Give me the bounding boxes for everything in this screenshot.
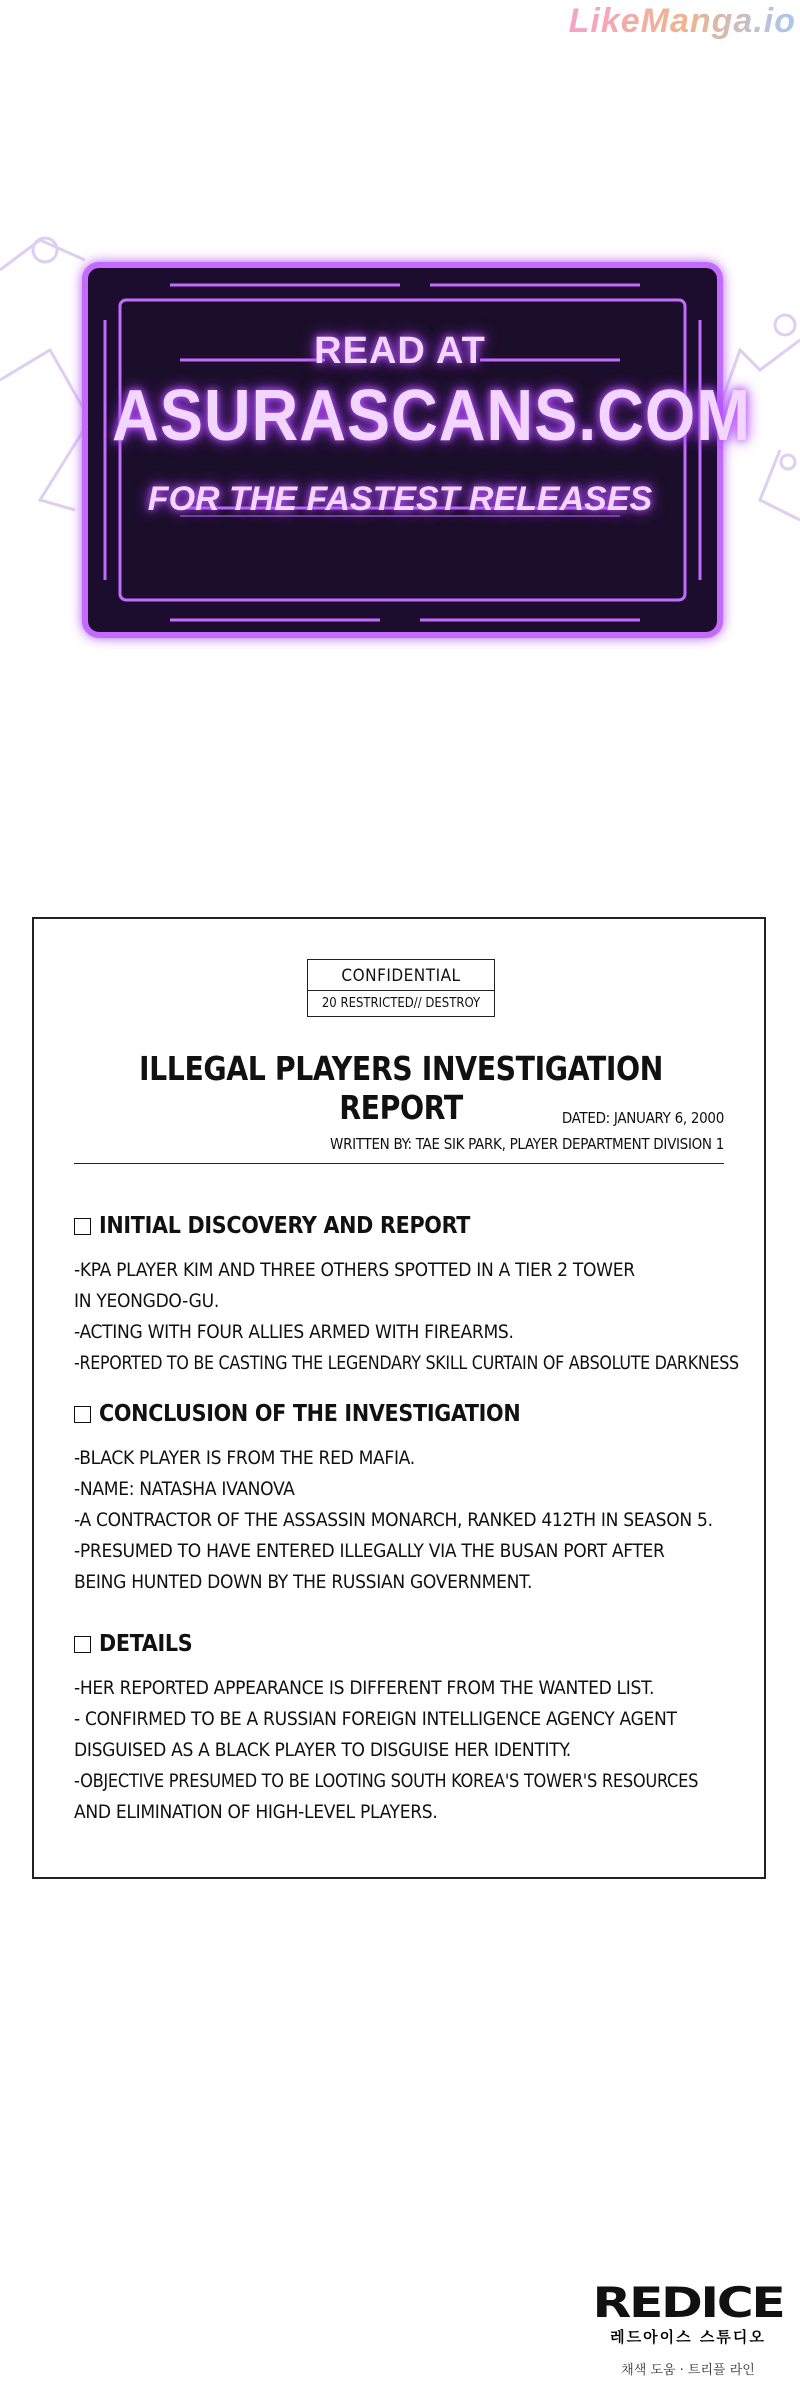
body-line: - CONFIRMED TO BE A RUSSIAN FOREIGN INTELLIGENCE AGENCY AGENT xyxy=(74,1708,677,1730)
banner-tagline: FOR THE FASTEST RELEASES xyxy=(147,480,653,519)
coloring-credit: 채색 도움 · 트리플 라인 xyxy=(621,2363,755,2378)
section-body xyxy=(74,1673,731,1828)
studio-name-korean: 레드아이스 스튜디오 xyxy=(610,2328,766,2346)
investigation-report xyxy=(32,917,766,1879)
report-title: ILLEGAL PLAYERS INVESTIGATION REPORT xyxy=(139,1049,663,1127)
banner-read-at: READ AT xyxy=(314,330,486,372)
body-line: BEING HUNTED DOWN BY THE RUSSIAN GOVERNMENT. xyxy=(74,1571,533,1593)
body-line: -OBJECTIVE PRESUMED TO BE LOOTING SOUTH KOREA'S TOWER'S RESOURCES xyxy=(74,1770,699,1792)
stamp-restricted: 20 RESTRICTED// DESTROY xyxy=(321,996,481,1011)
body-line: AND ELIMINATION OF HIGH-LEVEL PLAYERS. xyxy=(74,1801,438,1823)
promo-banner xyxy=(0,200,800,680)
body-line: -HER REPORTED APPEARANCE IS DIFFERENT FROM THE WANTED LIST. xyxy=(74,1677,655,1699)
body-line: -BLACK PLAYER IS FROM THE RED MAFIA. xyxy=(74,1447,415,1469)
section-heading-label: CONCLUSION OF THE INVESTIGATION xyxy=(99,1401,521,1427)
section-body xyxy=(74,1443,713,1598)
redice-wordmark: REDICE xyxy=(592,2278,784,2327)
body-line: -REPORTED TO BE CASTING THE LEGENDARY SKILL CURTAIN OF ABSOLUTE DARKNESS xyxy=(74,1352,739,1374)
section-body xyxy=(74,1255,789,1379)
checkbox-icon xyxy=(74,1218,91,1235)
body-line: -ACTING WITH FOUR ALLIES ARMED WITH FIREARMS. xyxy=(74,1321,514,1343)
section-heading-label: DETAILS xyxy=(99,1631,193,1657)
body-line: -NAME: NATASHA IVANOVA xyxy=(74,1478,295,1500)
report-author: WRITTEN BY: TAE SIK PARK, PLAYER DEPARTMENT DIVISION 1 xyxy=(330,1135,724,1153)
body-line: -KPA PLAYER KIM AND THREE OTHERS SPOTTED IN A TIER 2 TOWER xyxy=(74,1259,635,1281)
body-line: IN YEONGDO-GU. xyxy=(74,1290,219,1312)
studio-logo xyxy=(592,2278,784,2378)
banner-site-name: ASURASCANS.COM xyxy=(112,376,752,456)
checkbox-icon xyxy=(74,1406,91,1423)
report-date: DATED: JANUARY 6, 2000 xyxy=(561,1109,724,1127)
header-divider xyxy=(74,1163,724,1164)
body-line: DISGUISED AS A BLACK PLAYER TO DISGUISE HER IDENTITY. xyxy=(74,1739,571,1761)
watermark-logo: LikeManga.io xyxy=(568,2,796,40)
section-heading xyxy=(74,1401,520,1427)
confidential-stamp xyxy=(307,959,495,1017)
body-line: -PRESUMED TO HAVE ENTERED ILLEGALLY VIA THE BUSAN PORT AFTER xyxy=(74,1540,665,1562)
stamp-confidential: CONFIDENTIAL xyxy=(308,960,494,991)
section-heading xyxy=(74,1631,192,1657)
checkbox-icon xyxy=(74,1636,91,1653)
body-line: -A CONTRACTOR OF THE ASSASSIN MONARCH, RANKED 412TH IN SEASON 5. xyxy=(74,1509,713,1531)
section-heading-label: INITIAL DISCOVERY AND REPORT xyxy=(99,1213,471,1239)
section-heading xyxy=(74,1213,470,1239)
